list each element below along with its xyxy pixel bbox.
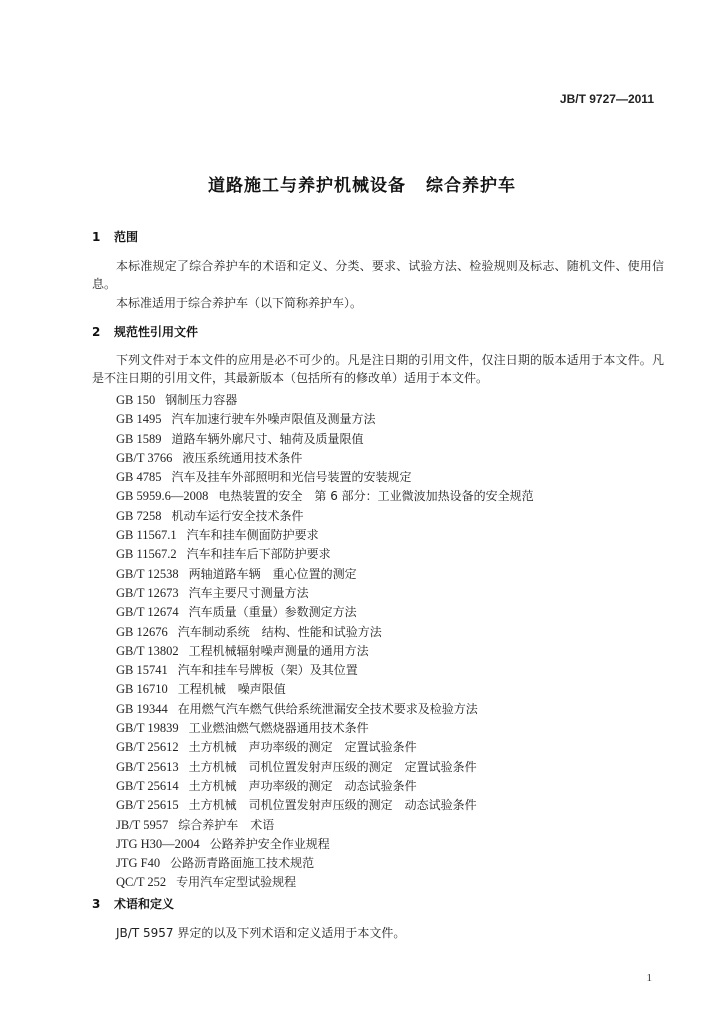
reference-title: 液压系统通用技术条件 [182, 450, 303, 465]
section-title: 范围 [114, 230, 139, 244]
reference-item [116, 623, 534, 642]
reference-code: GB 1495 [116, 412, 162, 427]
reference-item [116, 854, 534, 873]
section-number: 1 [92, 230, 101, 244]
reference-title: 两轴道路车辆 重心位置的测定 [188, 566, 357, 581]
reference-title: 工程机械 噪声限值 [177, 682, 286, 697]
reference-code: GB/T 25613 [116, 759, 179, 774]
reference-code: GB 12676 [116, 624, 168, 639]
reference-code: GB/T 12538 [116, 566, 179, 581]
reference-code: GB/T 25615 [116, 798, 179, 813]
reference-item [116, 738, 534, 757]
reference-title: 工程机械辐射噪声测量的通用方法 [188, 643, 369, 658]
reference-title: 汽车和挂车号牌板（架）及其位置 [177, 663, 358, 678]
reference-code: GB 11567.1 [116, 528, 177, 543]
reference-code: GB 150 [116, 393, 156, 407]
document-title [0, 171, 724, 196]
reference-item [116, 410, 534, 429]
section-title: 术语和定义 [114, 897, 175, 911]
section-1-paragraph-2: 本标准适用于综合养护车（以下简称养护车）。 [116, 296, 363, 310]
page-number: 1 [646, 972, 652, 984]
reference-item [116, 565, 534, 584]
section-number: 3 [92, 897, 101, 911]
reference-code: JTG H30—2004 [116, 836, 200, 851]
section-number: 2 [92, 325, 101, 339]
reference-code: GB 16710 [116, 682, 168, 697]
reference-item [116, 835, 534, 854]
reference-item [116, 526, 534, 545]
reference-title: 汽车制动系统 结构、性能和试验方法 [177, 624, 382, 639]
reference-code: JTG F40 [116, 856, 161, 871]
reference-code: GB 7258 [116, 508, 162, 523]
reference-title: 公路沥青路面施工技术规范 [170, 856, 315, 871]
standard-code: JB/T 9727—2011 [559, 92, 654, 106]
section-title: 规范性引用文件 [114, 325, 199, 339]
reference-item [116, 816, 534, 835]
reference-code: GB/T 12673 [116, 585, 179, 600]
reference-code: GB 4785 [116, 470, 162, 485]
reference-title: 汽车主要尺寸测量方法 [188, 585, 309, 600]
reference-code: GB 1589 [116, 431, 162, 446]
reference-code: GB/T 13802 [116, 643, 179, 658]
section-2-heading [92, 323, 198, 340]
reference-code: GB/T 25614 [116, 778, 179, 793]
reference-item [116, 700, 534, 719]
section-1-heading [92, 228, 138, 245]
reference-item [116, 430, 534, 449]
reference-code: GB/T 12674 [116, 605, 179, 620]
reference-item [116, 758, 534, 777]
reference-title: 钢制压力容器 [165, 393, 238, 407]
reference-code: GB/T 3766 [116, 450, 173, 465]
reference-title: 电热装置的安全 第 6 部分：工业微波加热设备的安全规范 [218, 489, 534, 504]
reference-title: 汽车及挂车外部照明和光信号装置的安装规定 [171, 470, 412, 485]
section-2-intro: 下列文件对于本文件的应用是必不可少的。凡是注日期的引用文件，仅注日期的版本适用于本文件。凡是不注日期的引用文件，其最新版本（包括所有的修改单）适用于本文件。 [92, 353, 664, 385]
reference-code: GB 15741 [116, 663, 168, 678]
reference-title: 汽车和挂车后下部防护要求 [186, 547, 331, 562]
reference-item [116, 391, 534, 410]
reference-item [116, 661, 534, 680]
reference-item [116, 545, 534, 564]
normative-reference-list [116, 391, 534, 893]
reference-item [116, 449, 534, 468]
reference-title: 土方机械 声功率级的测定 动态试验条件 [188, 778, 417, 793]
reference-code: QC/T 252 [116, 875, 167, 890]
reference-title: 工业燃油燃气燃烧器通用技术条件 [188, 721, 369, 736]
reference-item [116, 487, 534, 506]
section-3-heading [92, 895, 174, 912]
reference-code: GB 11567.2 [116, 547, 177, 562]
reference-item [116, 603, 534, 622]
reference-title: 综合养护车 术语 [178, 817, 275, 832]
reference-item [116, 796, 534, 815]
reference-title: 汽车和挂车侧面防护要求 [186, 528, 319, 543]
reference-item [116, 507, 534, 526]
reference-title: 专用汽车定型试验规程 [176, 875, 297, 890]
reference-item [116, 468, 534, 487]
reference-title: 机动车运行安全技术条件 [171, 508, 304, 523]
section-1-paragraph-1: 本标准规定了综合养护车的术语和定义、分类、要求、试验方法、检验规则及标志、随机文件、使用信息。 [92, 259, 664, 291]
section-3-paragraph-1: JB/T 5957 界定的以及下列术语和定义适用于本文件。 [116, 926, 406, 940]
reference-code: GB/T 19839 [116, 721, 179, 736]
reference-title: 土方机械 司机位置发射声压级的测定 动态试验条件 [188, 798, 477, 813]
reference-code: GB 5959.6—2008 [116, 489, 209, 504]
reference-title: 汽车加速行驶车外噪声限值及测量方法 [171, 412, 376, 427]
title-part-2: 综合养护车 [426, 176, 516, 196]
reference-item [116, 873, 534, 892]
title-part-1: 道路施工与养护机械设备 [208, 176, 406, 196]
reference-title: 汽车质量（重量）参数测定方法 [188, 605, 357, 620]
reference-title: 公路养护安全作业规程 [209, 836, 330, 851]
reference-title: 土方机械 声功率级的测定 定置试验条件 [188, 740, 417, 755]
reference-code: JB/T 5957 [116, 817, 169, 832]
reference-item [116, 777, 534, 796]
reference-code: GB/T 25612 [116, 740, 179, 755]
reference-item [116, 584, 534, 603]
reference-item [116, 680, 534, 699]
reference-item [116, 642, 534, 661]
reference-item [116, 719, 534, 738]
reference-title: 在用燃气汽车燃气供给系统泄漏安全技术要求及检验方法 [177, 701, 478, 716]
reference-code: GB 19344 [116, 701, 168, 716]
reference-title: 土方机械 司机位置发射声压级的测定 定置试验条件 [188, 759, 477, 774]
reference-title: 道路车辆外廓尺寸、轴荷及质量限值 [171, 431, 364, 446]
